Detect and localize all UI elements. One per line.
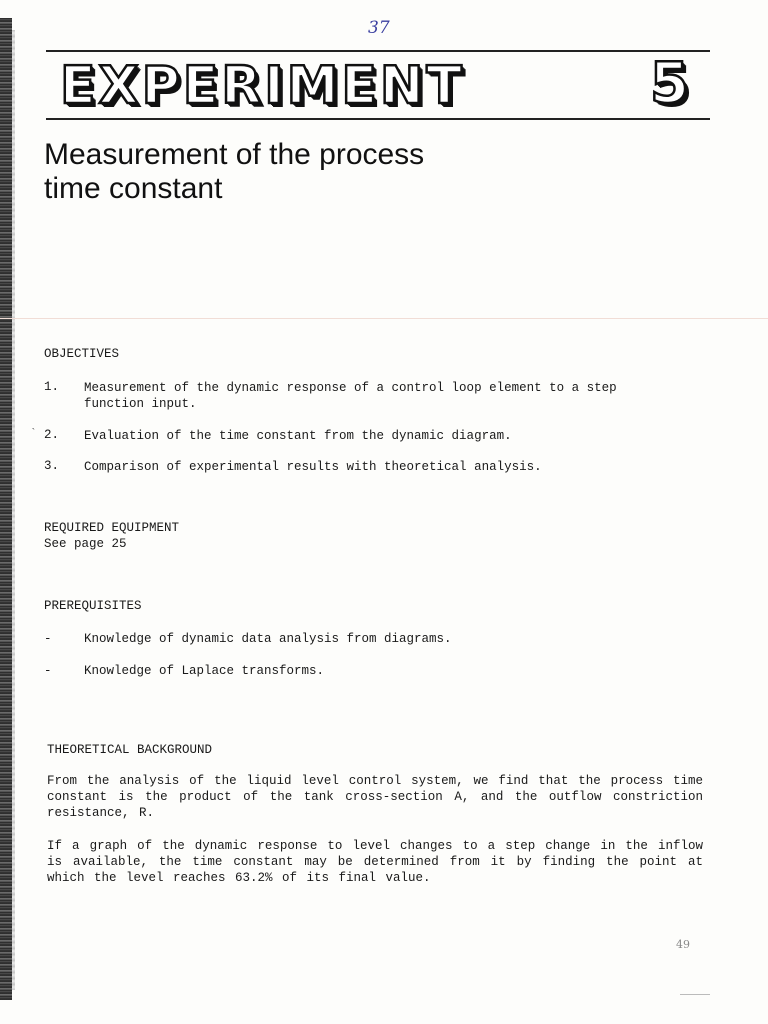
objectives-heading: OBJECTIVES: [44, 347, 120, 361]
prerequisite-1-text: Knowledge of dynamic data analysis from diagrams.: [84, 632, 452, 646]
objective-3-line-1: Comparison of experimental results with theoretical analysis.: [84, 460, 542, 474]
objective-2-number: 2.: [44, 428, 60, 442]
theory-paragraph-1: From the analysis of the liquid level control system, we find that the process time constant is the product of the tank cross-section A, and the outflow constriction resistance, R.: [47, 774, 703, 820]
page-number: 49: [676, 938, 690, 951]
scan-smudge: [680, 994, 710, 995]
prerequisite-1-bullet: -: [44, 632, 52, 646]
experiment-heading: EXPERIMENT: [60, 56, 465, 116]
title-line-2: time constant: [44, 172, 223, 205]
objective-1-line-2: function input.: [84, 397, 197, 411]
theory-paragraph-2: If a graph of the dynamic response to level changes to a step change in the inflow is available, the time constant may be determined from it by finding the point at which the level reaches 63.2% of its final value.: [47, 839, 703, 885]
handwritten-page-number: 37: [368, 18, 390, 38]
header-rule-top: [46, 50, 710, 52]
objective-2-line-1: Evaluation of the time constant from the dynamic diagram.: [84, 429, 512, 443]
prerequisite-2-text: Knowledge of Laplace transforms.: [84, 664, 325, 678]
title-line-1: Measurement of the process: [44, 138, 425, 171]
objective-3-number: 3.: [44, 459, 60, 473]
equipment-heading: REQUIRED EQUIPMENT: [44, 521, 180, 535]
objective-1-line-1: Measurement of the dynamic response of a control loop element to a step: [84, 381, 617, 395]
scan-binding-edge: [0, 18, 12, 1000]
objective-1-number: 1.: [44, 380, 60, 394]
equipment-text: See page 25: [44, 537, 127, 551]
prerequisite-2-bullet: -: [44, 664, 52, 678]
scan-mark: `: [30, 428, 37, 440]
header-rule-bottom: [46, 118, 710, 120]
scan-binding-shadow: [12, 30, 15, 990]
scan-fold-line: [0, 318, 768, 319]
experiment-number: 5: [650, 51, 689, 116]
theory-heading: THEORETICAL BACKGROUND: [47, 743, 213, 757]
page-title: [44, 138, 424, 206]
prerequisites-heading: PREREQUISITES: [44, 599, 142, 613]
